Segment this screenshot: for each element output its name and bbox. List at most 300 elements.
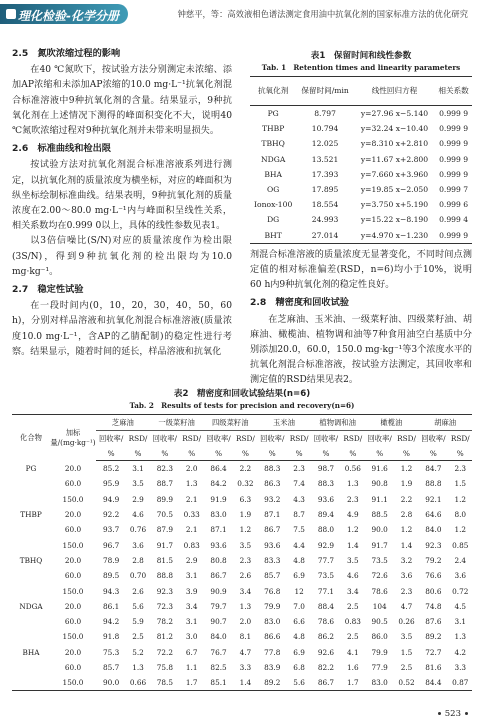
- table2-cell: 87.6: [425, 617, 442, 627]
- table2-cell: 2.8: [132, 555, 144, 565]
- table2-oil-header: 一级菜籽油: [150, 415, 204, 431]
- table2-cell: 2.2: [239, 464, 252, 474]
- table2-oil-header: 四级菜籽油: [203, 415, 257, 431]
- table2-cell: 2.0: [239, 617, 252, 627]
- table2-cell: 1.7: [185, 678, 198, 688]
- table2-cell: 6.6: [293, 617, 305, 627]
- table2-cell: 92.3: [156, 586, 173, 596]
- table2-cell: 88.7: [156, 479, 173, 489]
- table2-cell: 5.9: [132, 617, 144, 627]
- table2-cell: 86.2: [317, 632, 335, 642]
- table2-cell: 4.6: [347, 571, 359, 581]
- table2-cell: 93.2: [264, 494, 281, 504]
- table2-cell: 0.33: [183, 510, 200, 520]
- section-2-6-text-2: 以3倍信噪比(S/N)对应的质量浓度作为检出限(3S/N)，得到9种抗氧化剂的检出限均为10.0 mg·kg⁻¹。: [12, 236, 232, 277]
- table2-compound-cell: BHA: [22, 647, 40, 657]
- unit-label: %: [449, 446, 472, 461]
- table2-cell: 1.2: [239, 525, 252, 535]
- recovery-header: 回收率/: [206, 433, 231, 443]
- table2-row: [12, 614, 472, 629]
- table2-cell: 88.3: [317, 479, 335, 489]
- table2-cell: 1.2: [400, 525, 413, 535]
- table2-cell: 95.9: [103, 479, 120, 489]
- table2-cell: 78.6: [317, 617, 335, 627]
- table2-cell: 2.0: [185, 464, 198, 474]
- journal-name: 理化检验-化学分册: [18, 9, 119, 23]
- recovery-header: 回收率/: [98, 433, 124, 443]
- table2-compound-cell: [12, 522, 50, 537]
- table2-cell: 60.0: [64, 525, 82, 535]
- table2-cell: 3.6: [132, 540, 144, 550]
- table2-compound-cell: TBHQ: [19, 555, 43, 565]
- table2: [12, 414, 472, 691]
- section-2-6-title: 2.6 标准曲线和检出限: [12, 143, 111, 155]
- table2-cell: 82.5: [210, 663, 227, 672]
- table2-compound-cell: [12, 583, 50, 598]
- journal-logo: [0, 4, 128, 24]
- table1-cell: 0.999 7: [439, 185, 469, 195]
- table1-header: 保留时间/min: [296, 77, 353, 106]
- rsd-header: RSD/: [182, 434, 202, 443]
- table2-cell: 77.8: [264, 647, 281, 657]
- table2-cell: 94.9: [103, 494, 120, 504]
- table2-cell: 94.3: [103, 586, 120, 596]
- table2-row: [12, 629, 472, 644]
- table2-cell: 6.8: [293, 663, 305, 672]
- table2-cell: 0.26: [398, 617, 415, 627]
- unit-label: %: [96, 446, 126, 461]
- table2-cell: 79.9: [371, 647, 388, 657]
- table2-cell: 4.8: [293, 555, 305, 565]
- table2-row: [12, 660, 472, 675]
- table2-row: [12, 522, 472, 537]
- table2-cell: 1.4: [347, 540, 359, 550]
- unit-label: %: [257, 446, 287, 461]
- table2-row: [12, 599, 472, 614]
- table1: [250, 76, 472, 244]
- unit-label: %: [287, 446, 310, 461]
- table2-cell: 2.6: [132, 586, 144, 596]
- table2-cell: 150.0: [62, 494, 84, 504]
- table1-cell: DG: [267, 215, 280, 225]
- table2-cell: 78.9: [103, 555, 120, 565]
- table2-row: [12, 553, 472, 568]
- table2-cell: 1.2: [454, 525, 467, 535]
- table2-cell: 87.1: [210, 525, 227, 535]
- table2-cell: 89.5: [103, 571, 120, 581]
- table2-cell: 86.1: [103, 601, 120, 611]
- table2-cell: 8.7: [293, 510, 305, 520]
- table2-oil-header: 植物调和油: [311, 415, 365, 431]
- table2-cell: 4.8: [293, 632, 305, 642]
- table2-cell: 80.6: [425, 586, 442, 596]
- section-2-8-title: 2.8 精密度和回收试验: [250, 297, 349, 309]
- table2-cell: 2.3: [400, 586, 413, 596]
- table2-cell: 1.3: [454, 632, 467, 642]
- unit-label: %: [126, 446, 149, 461]
- table1-cell: 0.999 9: [439, 230, 469, 240]
- section-2-6-text-1: 按试验方法对抗氧化剂混合标准溶液系列进行测定，以抗氧化剂的质量浓度为横坐标，对应的峰面积为纵坐标绘制标准曲线。结果表明，9种抗氧化剂的质量浓度在2.00～80.0 mg·L⁻¹内与峰面积呈线性关系，相关系数均在0.999 0以上，具体的线性参数见表1。: [12, 160, 232, 232]
- unit-label: %: [203, 446, 233, 461]
- table2-cell: 89.9: [156, 494, 173, 504]
- table2-compound-cell: THBP: [20, 510, 42, 520]
- table2-block: [12, 388, 472, 691]
- table2-cell: 1.5: [454, 479, 467, 489]
- table1-row: [250, 212, 472, 227]
- table2-compound-cell: NDGA: [19, 601, 43, 611]
- table2-cell: 3.1: [185, 571, 198, 581]
- table2-cell: 3.6: [454, 571, 467, 581]
- table2-row: [12, 568, 472, 583]
- table2-cell: 85.1: [210, 678, 227, 688]
- table2-cell: 7.5: [293, 525, 305, 535]
- table2-cell: 92.6: [317, 647, 335, 657]
- table2-row: [12, 476, 472, 491]
- table2-cell: 91.1: [371, 494, 388, 504]
- table2-cell: 4.7: [239, 647, 252, 657]
- table2-cell: 70.5: [156, 510, 173, 520]
- table2-cell: 20.0: [64, 555, 82, 565]
- table2-cell: 0.76: [129, 525, 147, 535]
- table2-cell: 85.7: [264, 571, 281, 581]
- table2-cell: 84.0: [425, 525, 442, 535]
- table2-body: [12, 461, 472, 691]
- table2-row: [12, 675, 472, 691]
- table2-cell: 3.1: [454, 617, 467, 627]
- table1-cell: y=3.750 x+5.190: [360, 200, 429, 210]
- table2-cell: 2.3: [454, 464, 467, 474]
- table1-cell: 0.999 4: [439, 215, 469, 225]
- table2-cell: 89.4: [317, 510, 335, 520]
- table2-cell: 82.3: [156, 464, 173, 474]
- table2-cell: 8.0: [454, 510, 467, 520]
- table1-cell: BHA: [264, 169, 282, 179]
- table2-cell: 1.7: [347, 678, 359, 688]
- table1-cell: 0.999 6: [439, 200, 469, 210]
- table2-cell: 76.8: [264, 586, 281, 596]
- recovery-header: 回收率/: [260, 433, 285, 443]
- table1-cell: y=27.96 x−5.140: [360, 109, 429, 118]
- table2-cell: 72.3: [156, 601, 173, 611]
- table1-cell: Ionox-100: [254, 200, 293, 210]
- table2-cell: 3.1: [185, 617, 198, 627]
- table2-cell: 92.1: [425, 494, 442, 504]
- table2-cell: 1.5: [400, 647, 413, 657]
- table2-cell: 5.2: [132, 647, 144, 657]
- table2-cell: 88.3: [264, 464, 281, 474]
- table2-cell: 78.5: [156, 678, 173, 688]
- table2-cell: 73.5: [317, 571, 335, 581]
- page-header: [0, 0, 480, 28]
- table2-oil-header: 玉米油: [257, 415, 311, 431]
- table2-cell: 4.2: [454, 647, 467, 657]
- unit-label: %: [418, 446, 448, 461]
- table1-cell: 0.999 9: [439, 109, 469, 118]
- table2-cell: 77.9: [371, 663, 388, 672]
- table1-cell: TBHQ: [261, 139, 285, 149]
- section-2-5-title: 2.5 氮吹浓缩过程的影响: [12, 48, 121, 59]
- table2-cell: 1.2: [454, 494, 467, 504]
- table2-cell: 2.4: [454, 555, 467, 565]
- table2-cell: 85.2: [103, 464, 120, 474]
- rsd-header: RSD/: [128, 434, 148, 443]
- table2-cell: 91.9: [210, 494, 227, 504]
- rsd-header: RSD/: [236, 434, 255, 443]
- table2-row: [12, 461, 472, 477]
- table2-cell: 1.6: [347, 663, 359, 672]
- table1-header: 相关系数: [435, 77, 472, 106]
- table2-cell: 86.7: [210, 571, 227, 581]
- table1-cell: BHT: [264, 230, 282, 240]
- table1-cell: 27.014: [311, 230, 339, 240]
- table1-cell: 17.393: [311, 169, 339, 179]
- table2-cell: 93.7: [103, 525, 120, 535]
- table2-cell: 86.7: [264, 525, 281, 535]
- table1-row: [250, 152, 472, 167]
- table2-cell: 1.9: [239, 510, 252, 520]
- table1-row: [250, 197, 472, 212]
- table2-cell: 150.0: [62, 678, 84, 688]
- table1-cell: 12.025: [311, 139, 339, 149]
- running-title: 钟慈平，等：高效液相色谱法测定食用油中抗氧化剂的国家标准方法的优化研究: [177, 9, 468, 19]
- table2-compound-cell: [12, 614, 50, 629]
- unit-label: %: [150, 446, 180, 461]
- table1-cell: y=11.67 x+2.800: [360, 154, 429, 164]
- table1-row: [250, 228, 472, 244]
- table1-row: [250, 167, 472, 182]
- table2-cell: 4.4: [293, 540, 305, 550]
- table2-row: [12, 645, 472, 660]
- table2-row: [12, 507, 472, 522]
- table2-cell: 3.4: [347, 586, 359, 596]
- table2-cell: 89.2: [425, 632, 442, 642]
- table2-cell: 86.3: [264, 479, 281, 489]
- recovery-header: 回收率/: [152, 433, 178, 443]
- table1-cell: 0.999 9: [439, 139, 469, 149]
- table2-cell: 3.9: [185, 586, 198, 596]
- table2-row: [12, 492, 472, 507]
- recovery-header: 回收率/: [367, 433, 392, 443]
- table1-cell: y=4.970 x−1.230: [360, 230, 429, 240]
- table1-row: [250, 106, 472, 122]
- table2-cell: 86.0: [371, 632, 388, 642]
- table2-cell: 3.3: [239, 663, 252, 672]
- table2-compound-cell: [12, 537, 50, 552]
- section-2-8-text: 在芝麻油、玉米油、一级菜籽油、四级菜籽油、胡麻油、橄榄油、植物调和油等7种食用油空白基质中分别添加20.0，60.0，150.0 mg·kg⁻¹等3个浓度水平的抗氧化剂混合标准溶液，按试验方法测定，其回收率和测定值的RSD结果见表2。: [250, 314, 472, 386]
- bullet-dot-icon: [465, 712, 468, 715]
- unit-label: %: [234, 446, 257, 461]
- table2-cell: 94.2: [103, 617, 120, 627]
- table2-cell: 1.4: [400, 540, 413, 550]
- table2-cell: 3.0: [185, 632, 198, 642]
- table1-cell: 18.554: [311, 200, 339, 210]
- table2-cell: 4.1: [347, 647, 359, 657]
- table2-cell: 3.5: [239, 540, 252, 550]
- table2-cell: 3.6: [400, 571, 413, 581]
- table2-cell: 90.0: [371, 525, 388, 535]
- table2-compound-header: 化合物: [20, 432, 42, 442]
- table2-cell: 2.9: [132, 494, 144, 504]
- table2-cell: 20.0: [64, 647, 82, 657]
- table2-cell: 20.0: [64, 463, 82, 473]
- table2-cell: 3.2: [400, 555, 413, 565]
- table2-cell: 89.2: [264, 678, 281, 688]
- table2-cell: 3.4: [185, 601, 198, 611]
- table2-cell: 88.8: [425, 479, 442, 489]
- table2-cell: 0.83: [183, 540, 200, 550]
- table2-cell: 8.1: [239, 632, 252, 642]
- table1-cell: PG: [267, 109, 279, 118]
- table2-cell: 2.3: [293, 464, 305, 474]
- table2-cell: 83.0: [371, 678, 388, 688]
- table2-oil-header: 芝麻油: [96, 415, 150, 431]
- unit-label: %: [395, 446, 418, 461]
- table2-cell: 6.7: [185, 647, 198, 657]
- table2-compound-cell: [12, 492, 50, 507]
- section-2-5-text: 在40 ℃氮吹下，按试验方法分别测定未浓缩、添加AP浓缩和未添加AP浓缩的10.0 mg·L⁻¹抗氧化剂混合标准溶液中9种抗氧化剂的含量。结果显示，9种抗氧化剂在上述情况下测得的峰面积变化不大，说明40 ℃氮吹浓缩过程对9种抗氧化剂并未带来明显损失。: [12, 65, 232, 137]
- recovery-header: 回收率/: [313, 433, 339, 443]
- table2-cell: 1.2: [347, 525, 359, 535]
- table2-cell: 4.9: [347, 510, 359, 520]
- table2-compound-cell: [12, 629, 50, 644]
- table2-cell: 92.2: [103, 510, 120, 520]
- table1-cell: NDGA: [261, 154, 286, 164]
- table2-cell: 150.0: [62, 540, 84, 550]
- table2-cell: 72.2: [156, 647, 173, 657]
- table2-cell: 86.7: [317, 678, 335, 688]
- table2-cell: 79.2: [425, 555, 442, 565]
- table2-cell: 150.0: [62, 586, 84, 596]
- rsd-header: RSD/: [343, 434, 363, 443]
- section-2-7-title: 2.7 稳定性试验: [12, 284, 84, 296]
- table2-cell: 5.6: [293, 678, 305, 688]
- table2-cell: 92.9: [317, 540, 335, 550]
- table2-cell: 91.8: [103, 632, 120, 642]
- table2-cell: 0.85: [452, 540, 469, 550]
- table1-row: [250, 136, 472, 151]
- table2-cell: 0.83: [344, 617, 361, 627]
- table1-body: [250, 106, 472, 244]
- table2-cell: 1.3: [185, 479, 198, 489]
- table2-cell: 3.3: [454, 663, 467, 672]
- table2-cell: 6.3: [239, 494, 252, 504]
- table2-caption: 表2 精密度和回收试验结果(n=6): [173, 389, 311, 399]
- unit-label: %: [180, 446, 203, 461]
- table2-cell: 83.3: [264, 555, 281, 565]
- table2-cell: 75.3: [103, 647, 120, 657]
- table2-cell: 3.5: [347, 555, 359, 565]
- table1-cell: y=8.310 x+2.810: [360, 139, 429, 149]
- table2-cell: 0.52: [398, 678, 415, 688]
- table2-cell: 1.9: [400, 479, 413, 489]
- table2-head: [12, 415, 472, 461]
- table2-header-row: [12, 415, 472, 431]
- table1-caption: 表1 保留时间和线性参数: [310, 51, 412, 61]
- table2-cell: 0.56: [344, 464, 361, 474]
- table2-compound-cell: [12, 675, 50, 691]
- table2-cell: 3.1: [132, 464, 144, 474]
- table2-cell: 4.6: [132, 510, 144, 520]
- table2-cell: 88.5: [371, 510, 388, 520]
- bullet-dot-icon: [438, 712, 441, 715]
- table2-cell: 82.2: [317, 663, 335, 672]
- table2-cell: 77.1: [317, 586, 335, 596]
- table2-cell: 92.3: [425, 540, 442, 550]
- table2-cell: 96.7: [103, 540, 120, 550]
- table2-cell: 2.2: [400, 494, 413, 504]
- table2-cell: 98.7: [317, 464, 335, 474]
- table2-cell: 2.1: [185, 494, 198, 504]
- table2-cell: 5.6: [132, 601, 144, 611]
- table1-cell: y=15.22 x−8.190: [360, 215, 429, 225]
- table2-cell: 20.0: [64, 510, 82, 520]
- table1-caption-en: Tab. 1 Retention times and linearity parameters: [261, 63, 461, 72]
- table2-cell: 86.4: [210, 464, 227, 474]
- table1-row: [250, 121, 472, 136]
- table2-cell: 2.5: [400, 663, 413, 672]
- unit-label: %: [311, 446, 341, 461]
- table1-cell: THBP: [261, 124, 285, 134]
- table2-cell: 90.8: [371, 479, 388, 489]
- table2-cell: 74.8: [425, 601, 442, 611]
- rsd-header: RSD/: [289, 434, 309, 443]
- table2-cell: 93.6: [317, 494, 335, 504]
- table2-cell: 91.6: [371, 464, 388, 474]
- table2-cell: 0.70: [129, 571, 147, 581]
- section-2-7-text: 在一段时间内(0，10，20，30，40，50，60 h)，分别对样品溶液和抗氧化剂混合标准溶液(质量浓度10.0 mg·L⁻¹，含AP的乙腈配制)的稳定性进行考察。结果显示，随着时间的延长，样品溶液和抗氧化: [12, 301, 232, 357]
- table2-cell: 87.1: [264, 510, 281, 520]
- table2-cell: 60.0: [64, 571, 82, 581]
- table1-header: 线性回归方程: [354, 77, 435, 106]
- table2-cell: 7.0: [293, 601, 305, 611]
- table2-cell: 90.5: [371, 617, 388, 627]
- table2-cell: 84.2: [210, 479, 227, 489]
- table2-cell: 91.7: [156, 540, 173, 550]
- table2-cell: 0.87: [452, 678, 469, 688]
- table2-cell: 0.72: [452, 586, 469, 596]
- table2-cell: 76.7: [210, 647, 227, 657]
- table2-added-header: 加标量/(mg·kg⁻¹): [50, 427, 96, 447]
- table1-cell: 13.521: [311, 154, 339, 164]
- table2-cell: 88.4: [317, 601, 335, 611]
- table2-cell: 91.7: [371, 540, 388, 550]
- table1-cell: 24.993: [311, 215, 339, 225]
- table2-cell: 4.7: [400, 601, 413, 611]
- table2-cell: 0.66: [129, 678, 147, 688]
- table1-cell: y=19.85 x−2.050: [360, 185, 429, 195]
- table2-cell: 60.0: [64, 479, 82, 489]
- table2-cell: 0.32: [237, 479, 254, 489]
- table2-compound-cell: [12, 476, 50, 491]
- table2-cell: 73.5: [371, 555, 388, 565]
- table2-oil-header: 橄榄油: [365, 415, 419, 431]
- table2-compound-cell: PG: [25, 463, 37, 473]
- table2-cell: 20.0: [64, 601, 82, 611]
- table2-cell: 84.0: [210, 632, 227, 642]
- table2-cell: 4.5: [454, 601, 467, 611]
- table2-cell: 64.6: [425, 510, 442, 520]
- section-2-7-continued: 剂混合标准溶液的质量浓度无显著变化，不同时间点测定值的相对标准偏差(RSD，n=6)均小于10%，说明60 h内9种抗氧化剂的稳定性良好。: [250, 249, 472, 291]
- table1-cell: 0.999 9: [439, 124, 469, 134]
- table2-cell: 83.9: [264, 663, 281, 672]
- table2-cell: 60.0: [64, 663, 82, 672]
- table2-cell: 12: [294, 586, 304, 596]
- table2-cell: 86.6: [264, 632, 281, 642]
- table2-cell: 79.9: [264, 601, 281, 611]
- table2-cell: 60.0: [64, 617, 82, 627]
- table2-cell: 3.4: [239, 586, 252, 596]
- table1-row: [250, 182, 472, 197]
